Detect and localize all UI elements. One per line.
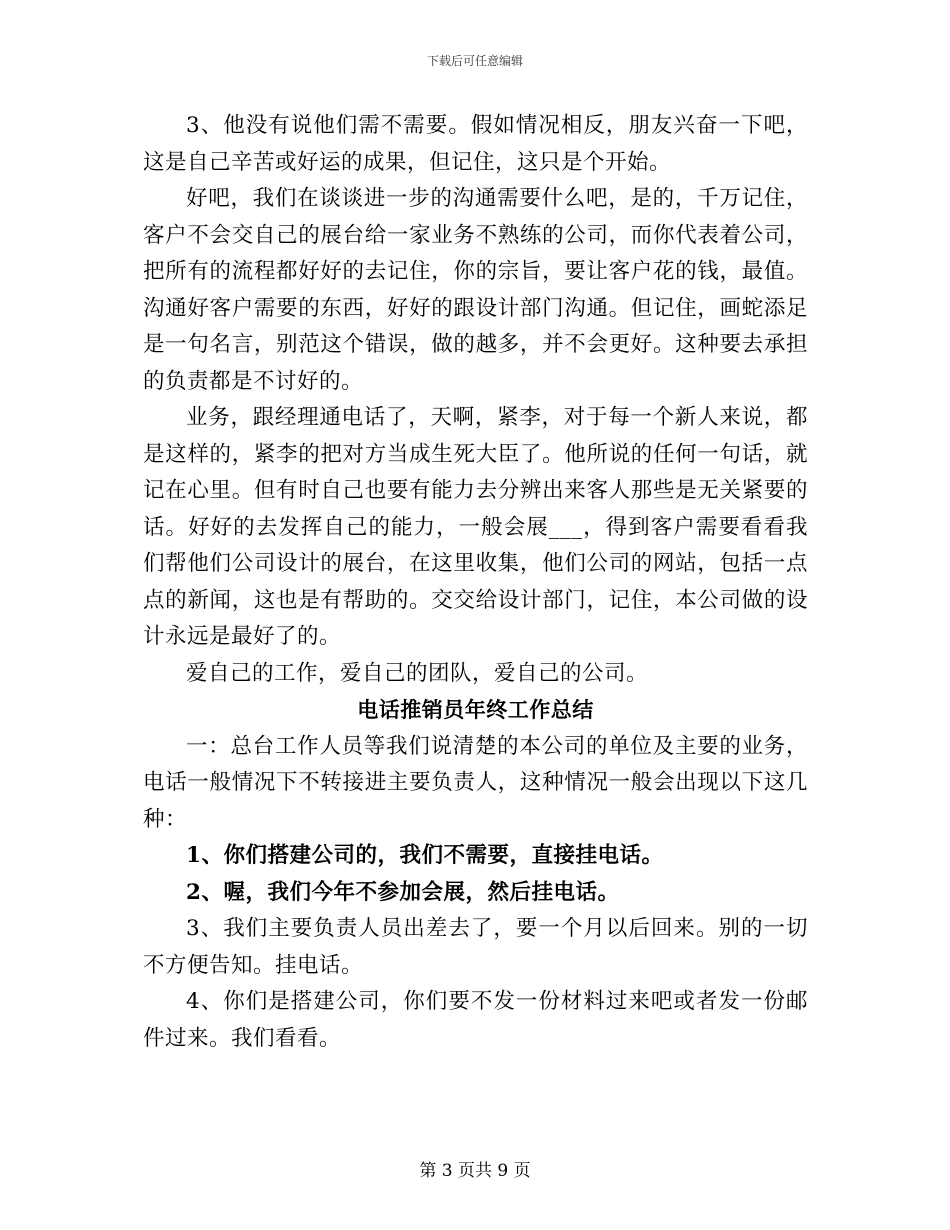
section-title: 电话推销员年终工作总结 — [357, 697, 594, 722]
list-item: 3、我们主要负责人员出差去了，要一个月以后回来。别的一切不方便告知。挂电话。 — [143, 916, 808, 978]
list-item: 4、你们是搭建公司，你们要不发一份材料过来吧或者发一份邮件过来。我们看看。 — [143, 989, 808, 1051]
page-header: 下载后可任意编辑 — [426, 54, 523, 68]
body-paragraph: 一：总台工作人员等我们说清楚的本公司的单位及主要的业务，电话一般情况下不转接进主要负责人，这种情况一般会出现以下这几种： — [143, 733, 808, 832]
body-paragraph: 好吧，我们在谈谈进一步的沟通需要什么吧，是的，千万记住，客户不会交自己的展台给一家业务不熟练的公司，而你代表着公司，把所有的流程都好好的去记住，你的宗旨，要让客户花的钱，最值。沟通好客户需要的东西，好好的跟设计部门沟通。但记住，画蛇添足是一句名言，别范这个错误，做的越多，并不会更好。这种要去承担的负责都是不讨好的。 — [143, 186, 808, 394]
body-paragraph: 爱自己的工作，爱自己的团队，爱自己的公司。 — [186, 660, 649, 686]
bold-list-item: 1、你们搭建公司的，我们不需要，直接挂电话。 — [186, 843, 664, 868]
bold-list-item: 2、喔，我们今年不参加会展，然后挂电话。 — [186, 879, 620, 905]
page-footer: 第 3 页共 9 页 — [419, 1161, 531, 1181]
body-paragraph: 3、他没有说他们需不需要。假如情况相反，朋友兴奋一下吧，这是自己辛苦或好运的成果，但记住，这只是个开始。 — [143, 113, 808, 175]
body-paragraph: 业务，跟经理通电话了，天啊，紧李，对于每一个新人来说，都是这样的，紧李的把对方当成生死大臣了。他所说的任何一句话，就记在心里。但有时自己也要有能力去分辨出来客人那些是无关紧要的话。好好的去发挥自己的能力，一般会展___，得到客户需要看看我们帮他们公司设计的展台，在这里收集，他们公司的网站，包括一点点的新闻，这也是有帮助的。交交给设计部门，记住，本公司做的设计永远是最好了的。 — [143, 405, 808, 649]
document-body — [143, 108, 808, 1057]
